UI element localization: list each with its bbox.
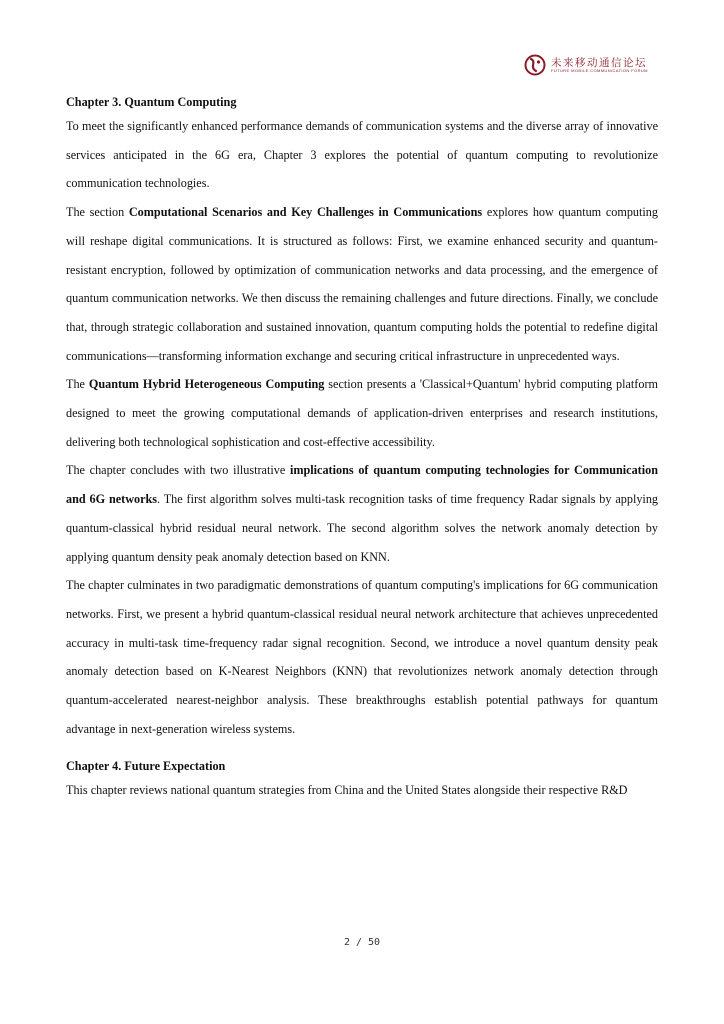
logo-english-text: FUTURE MOBILE COMMUNICATION FORUM xyxy=(551,68,648,73)
forum-logo xyxy=(524,54,654,76)
paragraph-hybrid-computing xyxy=(66,370,658,456)
document-body xyxy=(66,92,658,805)
paragraph-computational-scenarios xyxy=(66,198,658,370)
text-span: explores how quantum computing will reshape digital communications. It is structured as follows: First, we examine enhanced security and quantum-resistant encryption, followed by optimization of communication networks and data processing, and the emergence of quantum communication networks. We then discuss the remaining challenges and future directions. Finally, we conclude that, through strategic collaboration and sustained innovation, quantum computing holds the potential to redefine digital communications—transforming information exchange and securing critical infrastructure in unprecedented ways. xyxy=(66,205,658,363)
bold-term: implications of quantum computing technologies for Communication and 6G networks xyxy=(66,463,658,507)
forum-emblem-icon xyxy=(524,54,546,76)
chapter-3-heading: Chapter 3. Quantum Computing xyxy=(66,95,237,109)
text-span: . The first algorithm solves multi-task recognition tasks of time frequency Radar signals by applying quantum-classical hybrid residual neural network. The second algorithm solves the network anomaly detection by applying quantum density peak anomaly detection based on KNN. xyxy=(66,492,659,564)
text-span: section presents a 'Classical+Quantum' hybrid computing platform designed to meet the growing computational demands of application-driven enterprises and research institutions, delivering both technological sophistication and cost-effective accessibility. xyxy=(66,377,658,449)
text-span: The chapter concludes with two illustrative xyxy=(66,463,290,478)
text-span: The section xyxy=(66,205,129,220)
paragraph-demonstrations: The chapter culminates in two paradigmatic demonstrations of quantum computing's implications for 6G communication networks. First, we present a hybrid quantum-classical residual neural network architecture that achieves unprecedented accuracy in multi-task time-frequency radar signal recognition. Second, we introduce a novel quantum density peak anomaly detection based on K-Nearest Neighbors (KNN) that revolutionizes network anomaly detection through quantum-accelerated nearest-neighbor analysis. These breakthroughs establish potential pathways for quantum advantage in next-generation wireless systems. xyxy=(66,578,658,736)
paragraph-intro: To meet the significantly enhanced performance demands of communication systems and the diverse array of innovative services anticipated in the 6G era, Chapter 3 explores the potential of quantum computing to revolutionize communication technologies. xyxy=(66,119,658,191)
page-number: 2 / 50 xyxy=(343,937,381,948)
paragraph-implications xyxy=(66,456,658,571)
paragraph-future-expectation: This chapter reviews national quantum strategies from China and the United States alongside their respective R&D xyxy=(66,783,628,798)
text-span: The xyxy=(66,377,89,392)
bold-term: Quantum Hybrid Heterogeneous Computing xyxy=(88,377,325,392)
logo-chinese-text: 未来移动通信论坛 xyxy=(551,57,647,69)
bold-term: Computational Scenarios and Key Challenges in Communications xyxy=(128,205,483,220)
chapter-4-heading: Chapter 4. Future Expectation xyxy=(66,759,226,774)
